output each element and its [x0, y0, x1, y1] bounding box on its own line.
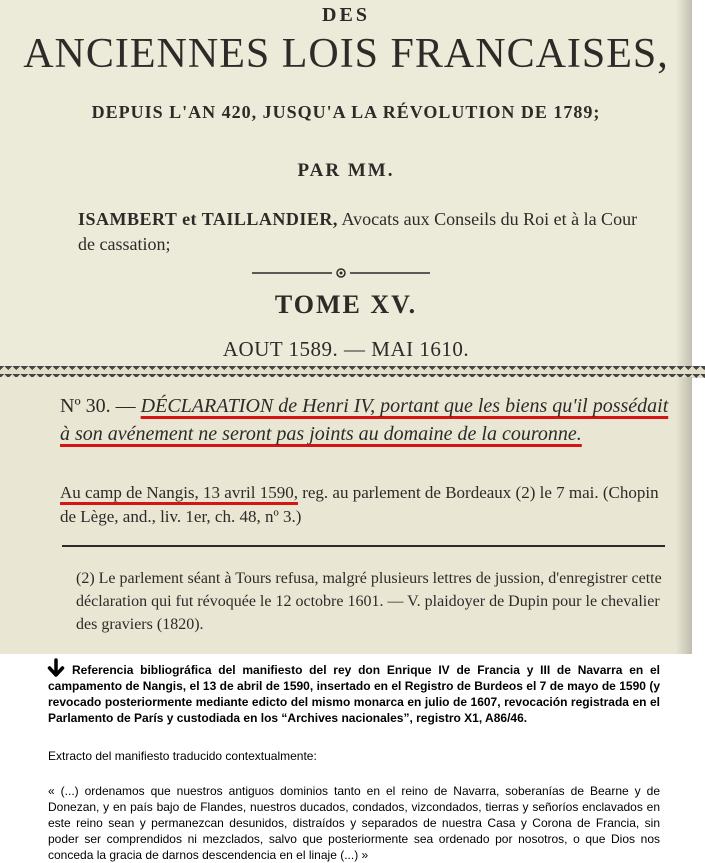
footnote-rule [62, 545, 665, 547]
tome-period: AOUT 1589. — MAI 1610. [222, 337, 470, 361]
author-role: Avocats aux Conseils du Roi et à la Cour de cassation; [78, 209, 638, 254]
entry-number: Nº 30. — [60, 395, 136, 417]
extract-title: Extracto del manifiesto traducido contextualmente: [48, 749, 317, 763]
entry-declaration: DÉCLARATION de Henri IV, portant que les biens qu'il possédait à son avénement ne seront pas joints au domaine de la couronne. [60, 395, 669, 445]
entry-place-rest: reg. au parlement de Bordeaux (2) le 7 mai. (Chopin de Lège, and., liv. 1er, ch. 48, nº 3.) [60, 483, 659, 526]
des-heading: DES [322, 4, 370, 26]
caption [48, 662, 660, 863]
bibliographic-reference: Referencia bibliográfica del manifiesto del rey don Enrique IV de Francia y III de Navarra en el campamento de Nangis, el 13 de abril de 1590, insertado en el Registro de Burdeos el 7 de mayo de 1590 (y revocado posteriormente mediante edicto del mismo monarca en julio de 1607, revocación registrada en el Parlamento de París y custodiada en los “Archives nacionales”, registro X1, A86/46. [48, 663, 660, 725]
arrow-down-icon [46, 658, 66, 678]
book-title: ANCIENNES LOIS FRANCAISES, [23, 31, 669, 77]
authors [78, 207, 658, 257]
entry-place-date: Au camp de Nangis, 13 avril 1590, [60, 483, 298, 502]
entry-page-scan [0, 377, 692, 654]
entry-heading [60, 392, 672, 448]
ornament-divider [252, 268, 430, 278]
tome-number: TOME XV. [274, 290, 418, 319]
entry-place [60, 481, 672, 529]
title-page-scan [0, 0, 692, 372]
author-names: ISAMBERT et TAILLANDIER, [78, 209, 338, 229]
footnote: (2) Le parlement séant à Tours refusa, malgré plusieurs lettres de jussion, d'enregistrer cette déclaration qui fut révoquée le 12 octobre 1601. — V. plaidoyer de Dupin pour le chevalier des graviers (1820). [76, 570, 662, 633]
book-subtitle: DEPUIS L'AN 420, JUSQU'A LA RÉVOLUTION DE 1789; [91, 102, 601, 122]
translated-quote: « (...) ordenamos que nuestros antiguos dominios tanto en el reino de Navarra, soberanías de Bearne y de Donezan, y en país bajo de Flandes, nuestros ducados, condados, vizcondados, tierras y señoríos enclavados en este reino sean y permanezcan desunidos, distraídos y separados de nuestra Casa y Corona de Francia, sin poder ser comprendidos ni mezclados, salvo que posteriormente sea ordenado por nosotros, o que Dios nos conceda la gracia de darnos descendencia en el linaje (...) » [48, 784, 660, 862]
par-mm: PAR MM. [297, 160, 395, 181]
